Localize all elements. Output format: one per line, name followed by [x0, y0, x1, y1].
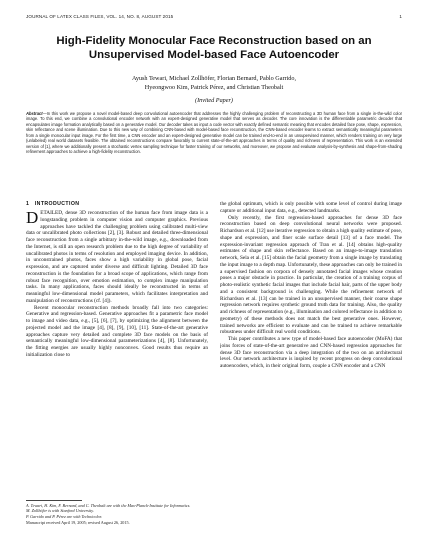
author-list [20, 74, 408, 92]
running-header [26, 14, 402, 19]
abstract-text: —In this work we propose a novel model-based deep convolutional autoencoder that addresses the highly challenging problem of reconstructing a 3D human face from a single in-the-wild color image. To this end, we combine a convolutional encoder network with an expert-designed generative model that serves as decoder. The core innovation is the differentiable parametric decoder that encapsulates image formation analytically based on a generative model. Our decoder takes as input a code vector with exactly defined semantic meaning that encodes detailed face pose, shape, expression, skin reflectance and scene illumination. Due to this new way of combining CNN-based with model-based face reconstruction, the CNN-based encoder learns to extract semantically meaningful parameters from a single monocular input image. For the first time, a CNN encoder and an expert-designed generative model can be trained end-to-end in an unsupervised manner, which renders training on very large (unlabeled) real world datasets feasible. The obtained reconstructions compare favorably to current state-of-the-art approaches in terms of quality and richness of representation. This work is an extended version of [1], where we additionally present a stochastic vertex sampling technique for faster training of our networks, and moreover, we propose and evaluate analysis-by-synthesis and shape-from-shading refinement approaches to achieve a high-fidelity reconstruction. [26, 111, 402, 155]
left-column [26, 210, 208, 495]
footnote-affiliation-2: M. Zollhöfer is with Stanford University. [26, 508, 94, 514]
section-number: 1 [26, 201, 30, 207]
footnotes [26, 503, 212, 526]
section-heading [26, 201, 79, 207]
footnote-affiliation-3: P. Garrido and P. Pérez are with Technicolor. [26, 513, 102, 519]
paper-title [20, 34, 408, 62]
drop-cap: D [26, 210, 39, 227]
abstract-label: Abstract [26, 111, 43, 116]
footnote-divider [26, 500, 82, 501]
authors-line-1: Ayush Tewari, Michael Zollhöfer, Florian Bernard, Pablo Garrido, [131, 75, 297, 82]
section-title: INTRODUCTION [34, 201, 80, 207]
journal-name: JOURNAL OF LATEX CLASS FILES, VOL. 14, NO. 8, AUGUST 2015 [26, 14, 174, 19]
abstract [26, 111, 402, 211]
invited-paper-note: (Invited Paper) [195, 97, 233, 104]
manuscript-note: Manuscript received April 19, 2005; revised August 26, 2015. [26, 520, 130, 526]
intro-paragraph-1-text: ETAILED, dense 3D reconstruction of the human face from image data is a longstanding problem in computer vision and computer graphics. Previous approaches have tackled the challenging problem using calibrated multi-view data or uncalibrated photo collections [2], [3]. Robust and detailed three-dimensional face reconstruction from a single arbitrary in-the-wild image, e.g., downloaded from the Internet, is still an open research problem due to the high degree of variability of uncalibrated photos in terms of resolution and employed imaging device. In addition, in unconstrained photos, faces show a high variability in global pose, facial expression, and are captured under diverse and difficult lighting. Detailed 3D face reconstruction is the foundation for a broad scope of applications, which range from robust face recognition, over emotion estimation, to complex image manipulation tasks. In many applications, faces should ideally be reconstructed in terms of meaningful low-dimensional model parameters, which facilitates interpretation and manipulation of reconstructions (cf. [4]). [26, 210, 208, 304]
page-number: 1 [399, 14, 402, 19]
right-paragraph-3: This paper contributes a new type of model-based face autoencoder (MoFA) that joins forces of state-of-the-art generative and CNN-based regression approaches for dense 3D face reconstruction via a deep integration of the two on an architectural level. Our network architecture is inspired by recent progress on deep convolutional autoencoders, which, in their original form, couple a CNN encoder and a CNN [220, 336, 402, 369]
title-line-1: High-Fidelity Monocular Face Reconstruction based on an [56, 35, 372, 47]
right-paragraph-1: the global optimum, which is only possible with some level of control during image capture or additional input data, e.g., detected landmarks. [220, 201, 402, 214]
right-column [220, 201, 402, 536]
intro-paragraph-1 [26, 210, 208, 305]
footnote-affiliation-1: A. Tewari, H. Kim, F. Bernard, and C. Theobalt are with the Max-Planck-Institute for Informatics. [26, 503, 191, 508]
intro-paragraph-2: Recent monocular reconstruction methods broadly fall into two categories: Generative and regression-based. Generative approaches fit a parametric face model to image and video data, e.g., [5], [6], [7], by optimizing the alignment between the projected model and the image [4], [8], [9], [10], [11]. State-of-the-art generative approaches capture very detailed and complete 3D face models on the basis of semantically meaningful low-dimensional parameterizations [4], [8]. Unfortunately, the fitting energies are usually highly nonconvex. Good results thus require an initialization close to [26, 304, 208, 358]
authors-line-2: Hyeongwoo Kim, Patrick Pérez, and Christian Theobalt [144, 84, 284, 91]
title-line-2: Unsupervised Model-based Face Autoencoder [88, 49, 340, 61]
right-paragraph-2: Only recently, the first regression-based approaches for dense 3D face reconstruction based on deep convolutional neural networks were proposed. Richardson et al. [12] use iterative regression to obtain a high quality estimate of pose, shape and expression, and finer scale surface detail [13] of a face model. The expression-invariant regression approach of Tran et al. [14] obtains high-quality estimates of shape and skin reflectance. Based on an image-to-image translation network, Sela et al. [15] obtain the facial geometry from a single image by translating the input image to a depth map. Unfortunately, these approaches can only be trained in a supervised fashion on corpora of densely annotated facial images whose creation poses a major obstacle in practice. In particular, the creation of a training corpus of photo-realistic synthetic facial images that include facial hair, parts of the upper body and a consistent background is challenging. While the refinement network of Richardson et al. [13] can be trained in an unsupervised manner, their coarse shape regression network requires synthetic ground truth data for training. Also, the quality and richness of representation (e.g., illumination and colored reflectance in addition to geometry) of these methods does not match the best generative ones. However, trained networks are efficient to evaluate and can be trained to achieve remarkable robustness under difficult real world conditions. [220, 214, 402, 336]
